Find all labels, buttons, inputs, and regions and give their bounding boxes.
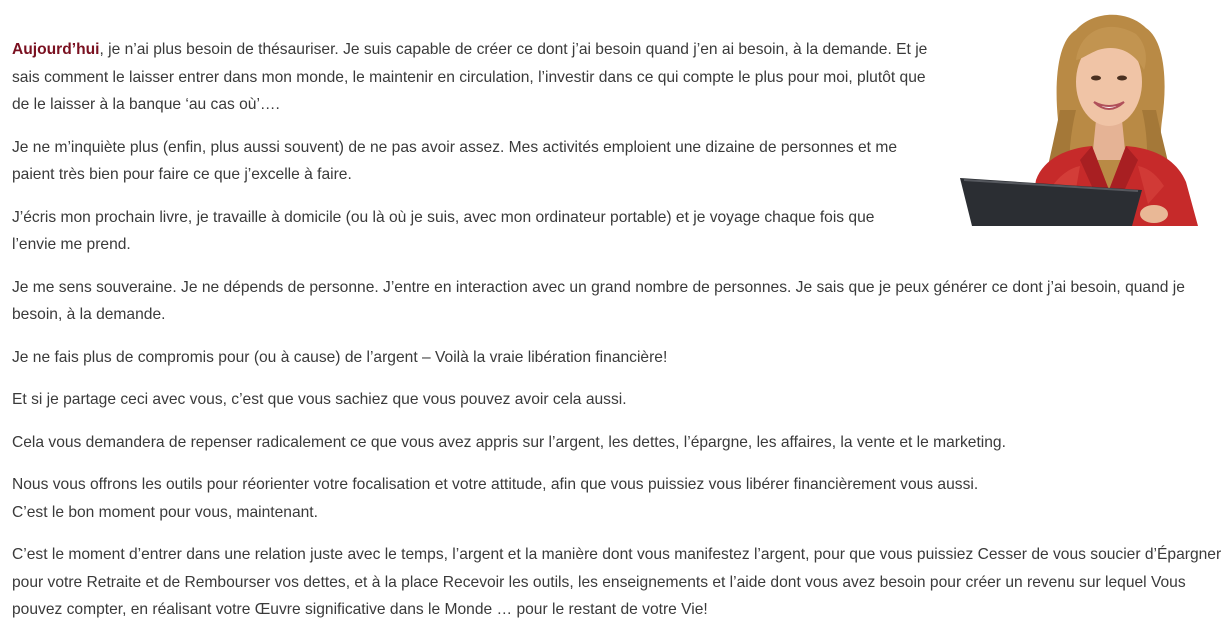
paragraph-tools [12, 471, 1222, 526]
paragraph-intro [12, 36, 932, 119]
paragraph-worry: Je ne m’inquiète plus (enfin, plus aussi souvent) de ne pas avoir assez. Mes activités emploient une dizaine de personnes et me paient très bien pour faire ce que j’excelle à faire. [12, 138, 898, 183]
paragraph-sovereign: Je me sens souveraine. Je ne dépends de personne. J’entre en interaction avec un grand nombre de personnes. Je sais que je peux générer ce dont j’ai besoin, quand je besoin, à la demande. [12, 278, 1185, 323]
lead-word: Aujourd’hui [12, 41, 100, 58]
article-body [12, 36, 1222, 639]
paragraph-compromise: Je ne fais plus de compromis pour (ou à cause) de l’argent – Voilà la vraie libération financière! [12, 348, 668, 366]
moment-line: C’est le bon moment pour vous, maintenant. [12, 503, 318, 521]
paragraph-sharing: Et si je partage ceci avec vous, c’est que vous sachiez que vous pouvez avoir cela aussi. [12, 391, 627, 408]
tools-line: Nous vous offrons les outils pour réorienter votre focalisation et votre attitude, afin que vous puissiez vous libérer financièrement vous aussi. [12, 476, 979, 493]
paragraph-rethink: Cela vous demandera de repenser radicalement ce que vous avez appris sur l’argent, les dettes, l’épargne, les affaires, la vente et le marketing. [12, 433, 1006, 451]
paragraph-writing: J’écris mon prochain livre, je travaille à domicile (ou là où je suis, avec mon ordinateur portable) et je voyage chaque fois que l’envie me prend. [12, 208, 875, 253]
intro-text: , je n’ai plus besoin de thésauriser. Je suis capable de créer ce dont j’ai besoin quand j’en ai besoin, à la demande. Et je sais comment le laisser entrer dans mon monde, le maintenir en circulation, l’investir dans ce qui compte le plus pour moi, plutôt que de le laisser à la banque ‘au cas où’…. [12, 41, 928, 113]
paragraph-relation: C’est le moment d’entrer dans une relation juste avec le temps, l’argent et la manière dont vous manifestez l’argent, pour que vous puissiez Cesser de vous soucier d’Épargner pour votre Retraite et de Rembourser vos dettes, et à la place Recevoir les outils, les enseignements et l’aide dont vous avez besoin pour créer un revenu sur lequel Vous pouvez compter, en réalisant votre Œuvre significative dans le Monde … pour le restant de votre Vie! [12, 546, 1222, 618]
